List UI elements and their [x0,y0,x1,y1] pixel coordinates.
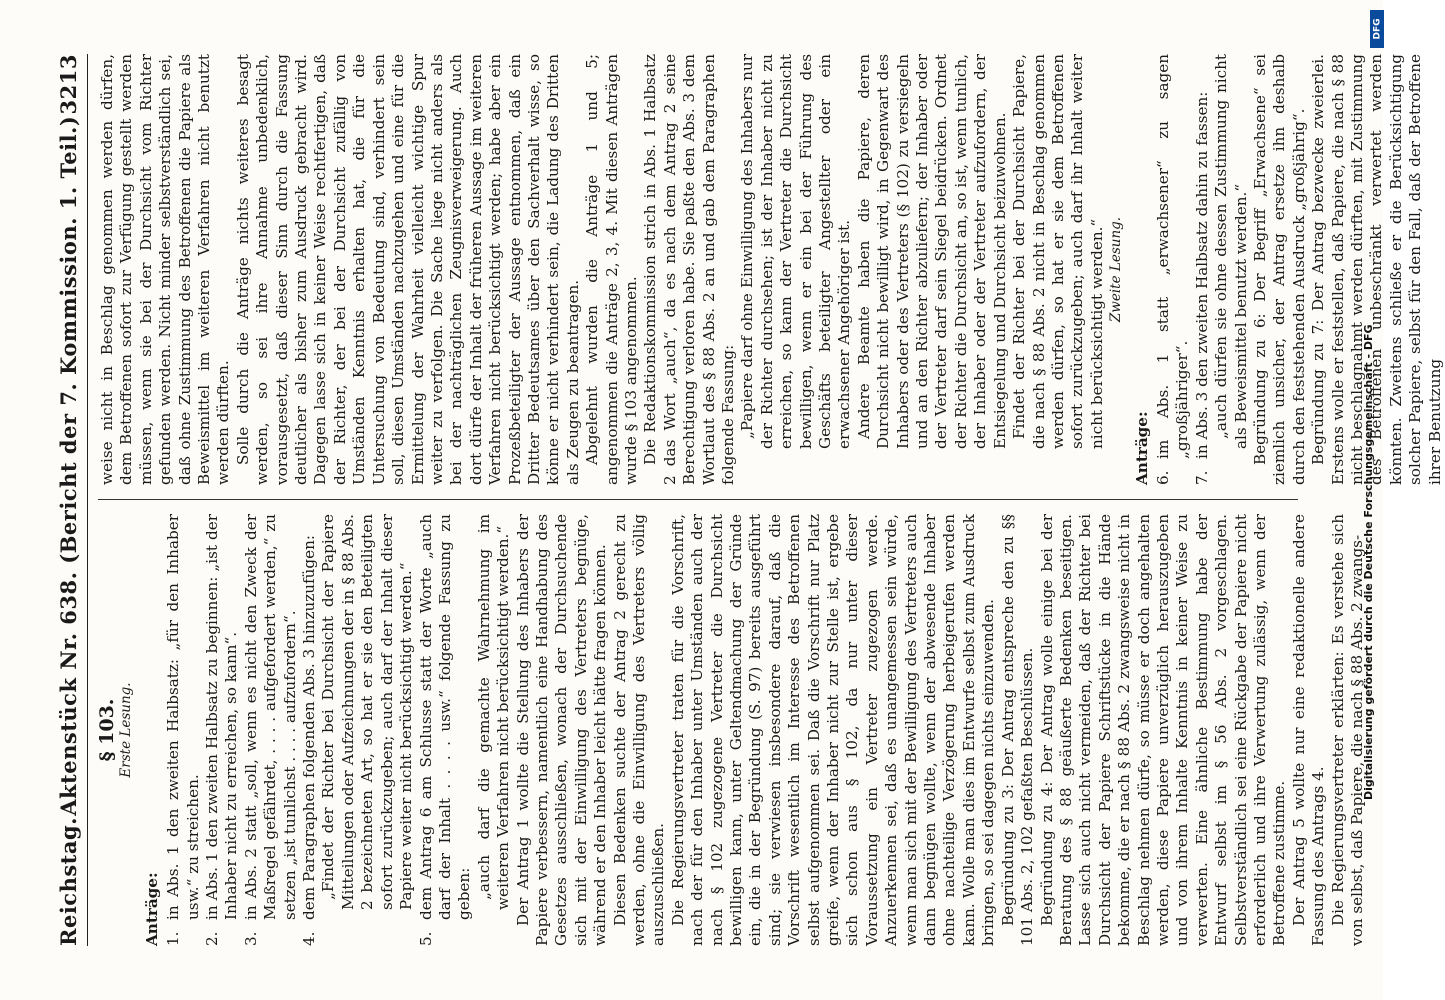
paragraph: Begründung zu 3: Der Antrag entspreche den zu §§ 101 Abs. 2, 102 gefaßten Beschlüssen. [998,514,1037,946]
header-left: Reichstag. [56,817,81,946]
paragraph: Der Antrag 5 wollte nur eine redaktionelle andere Fassung des Antrags 4. [1289,514,1328,946]
quoted-text: „Papiere darf ohne Einwilligung des Inhabers nur der Richter durchsehen; ist der Inhaber nicht zu erreichen, so kann der Vertreter die Durchsicht bewilligen, wenn er ein bei der Führung des Geschäfts beteiligter Angestellter oder ein erwachsener Angehöriger ist. [738,54,854,449]
paragraph: Die Redaktionskommission strich in Abs. 1 Halbsatz 2 das Wort „auch“, da es nach dem Antrag 2 seine Berechtigung verloren habe. Sie paßte den Abs. 3 dem Wortlaut des § 88 Abs. 2 an und gab dem Paragraphen folgende Fassung: [641,54,737,485]
list-item: 2. in Abs. 1 den zweiten Halbsatz zu beginnen: „ist der Inhaber nicht zu erreichen, so kann“. [203,514,241,946]
paragraph: Begründung zu 6: Der Begriff „Erwachsene“ sei ziemlich unsicher, der Antrag ersetze ihn deshalb durch den feststehenden Ausdruck „großjährig“. [1250,54,1308,485]
section-title: § 103. [96,698,118,762]
quoted-text: Findet der Richter bei der Durchsicht Papiere, die nach § 88 Abs. 2 nicht in Beschlag genommen werden dürfen, so hat er sie dem Betroffenen sofort zurückzugeben; auch darf ihr Inhalt weiter nicht berücksichtigt werden.“ [1010,54,1106,449]
paragraph: Die Regierungsvertreter erklärten: Es verstehe sich von selbst, daß Papiere, die nach § 88 Abs. 2 zwangs- [1328,514,1366,946]
paragraph: weise nicht in Beschlag genommen werden dürfen, dem Betroffenen sofort zur Verfügung gestellt werden müssen, wenn sie bei der Durchsicht vom Richter gefunden werden. Nicht minder selbstverständlich sei, daß ohne Zustimmung des Betroffenen die Papiere als Beweismittel im weiteren Verfahren nicht benutzt werden dürften. [98,54,233,485]
page-header [56,54,85,946]
antraege-label: Anträge: [1132,411,1151,485]
paragraph: Solle durch die Anträge nichts weiteres besagt werden, so sei ihre Annahme unbedenklich, vorausgesetzt, daß dieser Sinn durch die Fassung deutlicher als bisher zum Ausdruck gebracht wird. Dagegen lasse sich in keiner Weise rechtfertigen, daß der Richter, der bei der Durchsicht zufällig von Umständen Kenntnis erhalten hat, die für die Untersuchung von Bedeutung sind, verhindert sein soll, diesen Umständen nachzugehen und eine für die Ermittelung der Wahrheit vielleicht wichtige Spur weiter zu verfolgen. Die Sache liege nicht anders als bei der nachträglichen Zeugnisverweigerung. Auch dort dürfe der Inhalt der früheren Aussage im weiteren Verfahren nicht berücksichtigt werden; habe aber ein Prozeßbeteiligter der Aussage entnommen, daß ein Dritter Bedeutsames über den Sachverhalt wisse, so könne er nicht verhindert sein, die Ladung des Dritten als Zeugen zu beantragen. [233,54,582,485]
list-item: 1. in Abs. 1 den zweiten Halbsatz: „für den Inhaber usw.“ zu streichen. [164,514,202,946]
dfg-logo: DFG [1370,10,1384,48]
digitization-note: Digitalisierung gefördert durch die Deutsche Forschungsgemeinschaft - DFG [1362,324,1375,800]
page-number: 3213 [56,54,81,115]
header-rule [87,54,88,946]
paragraph: Begründung zu 7: Der Antrag bezwecke zweierlei. Erstens wolle er feststellen, daß Papiere, die nach § 88 nicht beschlagnahmt werden dürften, mit Zustimmung des Betroffenen unbeschränkt verwertet werden könnten. Zweitens schließe er die Berücksichtigung solcher Papiere, selbst für den Fall, daß der Betroffene ihrer Benutzung [1309,54,1444,485]
quoted-text: „auch dürfen sie ohne dessen Zustimmung nicht als Beweismittel benutzt werden.“ [1212,54,1250,449]
list-item: 5. dem Antrag 6 am Schlusse statt der Worte „auch darf der Inhalt . . . . usw.“ folgende Fassung zu geben: [416,514,474,946]
list-item: 3. in Abs. 2 statt „soll, wenn es nicht den Zweck der Maßregel gefährdet, . . . . aufgefordert werden,“ zu setzen „ist tunlichst . . . . aufzufordern“. [241,514,299,946]
quoted-text: „Findet der Richter bei Durchsicht der Papiere Mitteilungen oder Aufzeichnungen der in § 88 Abs. 2 bezeichneten Art, so hat er sie den Beteiligten sofort zurückzugeben; auch darf der Inhalt dieser Papiere weiter nicht berücksichtigt werden.“ [319,514,416,910]
list-item: 7. in Abs. 3 den zweiten Halbsatz dahin zu fassen: [1192,91,1211,485]
list-item: 6. im Abs. 1 statt „erwachsener“ zu sagen „großjähriger“. [1153,54,1192,485]
header-center: Aktenstück Nr. 638. (Bericht der 7. Kommission. 1. Teil.) [56,115,81,816]
paragraph: Die Regierungsvertreter traten für die Vorschrift, nach der für den Inhaber unter Umständen auch der nach § 102 zugezogene Vertreter die Durchsicht bewilligen kann, unter Geltendmachung der Gründe ein, die in der Begründung (S. 97) bereits ausgeführt sind; sie verwiesen insbesondere darauf, daß die Vorschrift wesentlich im Interesse des Betroffenen selbst aufgenommen sei. Daß die Vorschrift nur Platz greife, wenn der Inhaber nicht zur Stelle ist, ergebe sich schon aus § 102, da nur unter dieser Voraussetzung ein Vertreter zugezogen werde. Anzuerkennen sei, daß es unangemessen sein würde, wenn man sich mit der Bewilligung des Vertreters auch dann begnügen wollte, wenn der abwesende Inhaber ohne nachteilige Verzögerung herbeigerufen werden kann. Wolle man dies im Entwurfe selbst zum Ausdruck bringen, so sei dagegen nichts einzuwenden. [668,514,998,946]
paragraph: Abgelehnt wurden die Anträge 1 und 5; angenommen die Anträge 2, 3, 4. Mit diesen Anträgen wurde § 103 angenommen. [583,54,640,485]
paragraph: Der Antrag 1 wollte die Stellung des Inhabers der Papiere verbessern, namentlich eine Handhabung des Gesetzes ausschließen, wonach der Durchsuchende sich mit der Einwilligung des Vertreters begnüge, während er den Inhaber leicht hätte fragen können. [513,514,610,946]
quoted-text: Andere Beamte haben die Papiere, deren Durchsicht nicht bewilligt wird, in Gegenwart des Inhabers oder des Vertreters (§ 102) zu versiegeln und an den Richter abzuliefern; der Inhaber oder der Vertreter darf sein Siegel beidrücken. Ordnet der Richter die Durchsicht an, so ist, wenn tunlich, der Inhaber oder der Vertreter aufzufordern, der Entsiegelung und Durchsicht beizuwohnen. [854,54,1009,449]
paragraph: Begründung zu 4: Der Antrag wolle einige bei der Beratung des § 88 geäußerte Bedenken beseitigen. Lasse sich auch nicht vermeiden, daß der Richter bei Durchsicht der Papiere Schriftstücke in die Hände bekomme, die er nach § 88 Abs. 2 zwangsweise nicht in Beschlag nehmen dürfe, so müsse er doch angehalten werden, diese Papiere unverzüglich herauszugeben und von ihrem Inhalte Kenntnis in keiner Weise zu verwerten. Eine ähnliche Bestimmung habe der Entwurf selbst im § 56 Abs. 2 vorgeschlagen. Selbstverständlich sei eine Rückgabe der Papiere nicht erforderlich und ihre Verwertung zulässig, wenn der Betroffene zustimme. [1037,514,1289,946]
list-item: 4. dem Paragraphen folgenden Abs. 3 hinzuzufügen: [300,534,319,946]
reading-heading: Zweite Lesung. [1108,216,1125,323]
right-column [98,54,1444,500]
reading-heading: Erste Lesung. [118,682,135,778]
antraege-label: Anträge: [142,872,161,946]
quoted-text: „auch darf die gemachte Wahrnehmung im weiteren Verfahren nicht berücksichtigt werden.“ [474,514,513,910]
left-column [96,500,1366,946]
paragraph: Diesen Bedenken suchte der Antrag 2 gerecht zu werden, ohne die Einwilligung des Vertreters völlig auszuschließen. [610,514,668,946]
